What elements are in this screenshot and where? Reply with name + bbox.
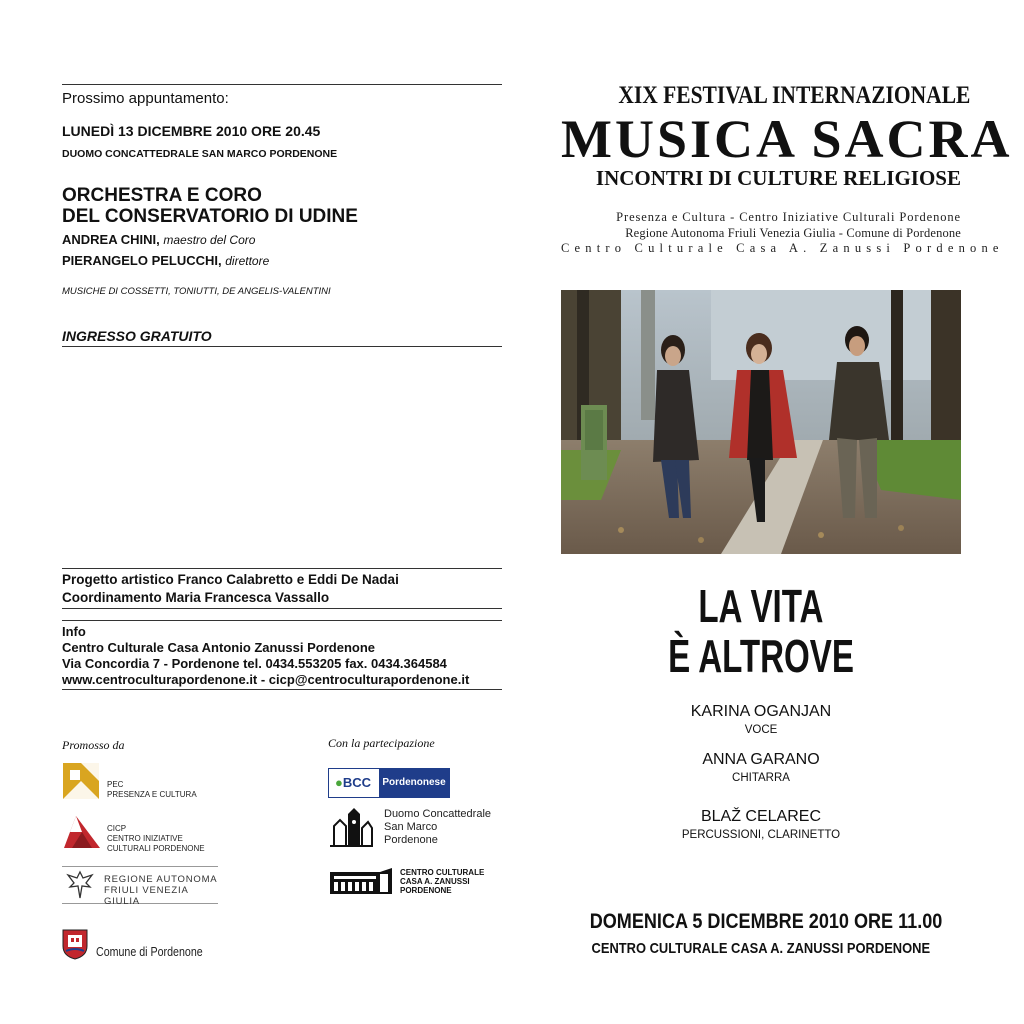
photo-three-musicians-walking-icon xyxy=(561,290,961,554)
regione-logo xyxy=(62,866,218,907)
duomo-line2: San Marco xyxy=(384,821,438,833)
info-label: Info xyxy=(62,624,86,639)
info-website-email[interactable]: www.centroculturapordenone.it - cicp@centroculturapordenone.it xyxy=(62,672,470,687)
performer-1 xyxy=(561,703,961,736)
with-participation-label: Con la partecipazione xyxy=(328,736,435,750)
ensemble-line2: DEL CONSERVATORIO DI UDINE xyxy=(62,206,358,227)
festival-subtitle: INCONTRI DI CULTURE RELIGIOSE xyxy=(595,166,961,190)
org-line1: Presenza e Cultura - Centro Iniziative Culturali Pordenone xyxy=(616,210,961,224)
duomo-logo xyxy=(328,806,508,850)
duomo-line1: Duomo Concattedrale xyxy=(384,808,492,820)
credits-line1: Progetto artistico Franco Calabretto e Eddi De Nadai xyxy=(62,572,399,587)
ccz-line1: CENTRO CULTURALE xyxy=(400,868,485,877)
next-venue: DUOMO CONCATTEDRALE SAN MARCO PORDENONE xyxy=(62,148,338,160)
performer-2-name: ANNA GARANO xyxy=(702,751,820,768)
pec-logo xyxy=(62,762,212,800)
performer-1-name: KARINA OGANJAN xyxy=(690,703,832,720)
comune-logo xyxy=(62,928,232,962)
info-line1: Centro Culturale Casa Antonio Zanussi Pordenone xyxy=(62,640,375,655)
cicp-full-name-1: CENTRO INIZIATIVE xyxy=(107,834,183,843)
concert-title-line2: È ALTROVE xyxy=(668,630,854,682)
concert-photo xyxy=(561,290,961,554)
person1-role: maestro del Coro xyxy=(163,233,256,247)
pec-full-name: PRESENZA E CULTURA xyxy=(107,790,197,799)
regione-line2: FRIULI VENEZIA GIULIA xyxy=(104,885,189,907)
promoted-by-label: Promosso da xyxy=(62,738,125,752)
ccz-line2: CASA A. ZANUSSI xyxy=(400,877,470,886)
performer-3-role: PERCUSSIONI, CLARINETTO xyxy=(681,829,841,841)
performer-2 xyxy=(561,751,961,784)
ccz-building-icon xyxy=(328,864,394,896)
comune-shield-icon xyxy=(62,928,88,960)
music-program: MUSICHE DI COSSETTI, TONIUTTI, DE ANGELIS-VALENTINI xyxy=(62,286,331,297)
person2-name: PIERANGELO PELUCCHI, xyxy=(62,253,222,268)
main-title: MUSICA SACRA xyxy=(561,109,1013,169)
bcc-pordenonese: Pordenonese xyxy=(379,769,449,797)
credits-line2: Coordinamento Maria Francesca Vassallo xyxy=(62,590,330,605)
person1-name: ANDREA CHINI, xyxy=(62,232,160,247)
pec-name: PEC xyxy=(107,780,124,789)
cicp-full-name-2: CULTURALI PORDENONE xyxy=(107,844,205,853)
info-line2: Via Concordia 7 - Pordenone tel. 0434.553205 fax. 0434.364584 xyxy=(62,656,447,671)
bcc-g-icon: ● xyxy=(335,775,343,790)
concert-venue: CENTRO CULTURALE CASA A. ZANUSSI PORDENONE xyxy=(591,940,931,957)
performer-1-role: VOCE xyxy=(744,724,778,736)
bcc-logo xyxy=(328,768,450,798)
person2-role: direttore xyxy=(225,254,270,268)
next-appointment-label: Prossimo appuntamento: xyxy=(62,90,229,107)
concert-title-line1: LA VITA xyxy=(698,580,824,632)
festival-title: XIX FESTIVAL INTERNAZIONALE xyxy=(618,82,971,109)
entry-free: INGRESSO GRATUITO xyxy=(62,328,212,344)
comune-name: Comune di Pordenone xyxy=(96,944,203,959)
concert-date: DOMENICA 5 DICEMBRE 2010 ORE 11.00 xyxy=(589,910,943,933)
org-line3: Centro Culturale Casa A. Zanussi Pordenone xyxy=(561,241,1004,255)
performer-3 xyxy=(561,808,961,841)
duomo-line3: Pordenone xyxy=(384,834,438,846)
duomo-icon xyxy=(328,806,374,848)
cicp-logo-mark-icon xyxy=(62,814,102,850)
person1 xyxy=(62,232,255,247)
regione-line1: REGIONE AUTONOMA xyxy=(104,874,218,885)
eagle-icon xyxy=(66,869,94,901)
cicp-name: CICP xyxy=(107,824,127,833)
next-date: LUNEDÌ 13 DICEMBRE 2010 ORE 20.45 xyxy=(62,123,321,139)
org-line2: Regione Autonoma Friuli Venezia Giulia - Comune di Pordenone xyxy=(625,225,961,240)
ccz-line3: PORDENONE xyxy=(400,886,452,895)
person2 xyxy=(62,253,269,268)
pec-logo-mark-icon xyxy=(62,762,100,800)
ensemble-line1: ORCHESTRA E CORO xyxy=(62,185,262,206)
bcc-name: BCC xyxy=(342,775,372,790)
ccz-logo xyxy=(328,864,508,898)
performer-2-role: CHITARRA xyxy=(732,772,790,784)
cicp-logo xyxy=(62,814,212,854)
performer-3-name: BLAŽ CELAREC xyxy=(700,808,822,825)
